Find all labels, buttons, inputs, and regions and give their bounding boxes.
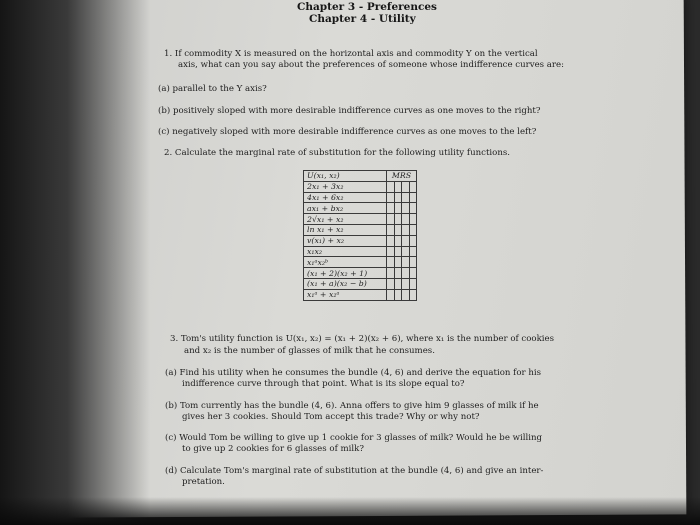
table-row [304, 289, 417, 300]
mrs-blank-cell [402, 181, 410, 192]
q3-part-d-line1: (d) Calculate Tom's marginal rate of substitution at the bundle (4, 6) and give an inter- [165, 466, 544, 476]
mrs-blank-cell [387, 181, 395, 192]
mrs-blank-cell [394, 235, 402, 246]
mrs-blank-cell [394, 246, 402, 257]
q3-part-a-line2: indifference curve through that point. What is its slope equal to? [182, 379, 465, 389]
q3-part-c-line1: (c) Would Tom be willing to give up 1 cookie for 3 glasses of milk? Would he be willing [165, 433, 543, 443]
mrs-blank-cell [387, 268, 395, 279]
utility-function-cell: 4x₁ + 6x₂ [304, 192, 387, 203]
mrs-blank-cell [409, 203, 417, 214]
mrs-blank-cell [409, 268, 417, 279]
utility-function-cell: ln x₁ + x₂ [304, 224, 387, 235]
table-row [304, 214, 417, 225]
mrs-table [303, 170, 417, 301]
table-row [304, 278, 417, 289]
title-chapter-4: Chapter 4 - Utility [309, 13, 416, 25]
q1-line1: 1. If commodity X is measured on the horizontal axis and commodity Y on the vertical [164, 49, 538, 59]
mrs-blank-cell [394, 192, 402, 203]
mrs-blank-cell [394, 203, 402, 214]
mrs-blank-cell [402, 289, 410, 300]
utility-function-cell: ax₁ + bx₂ [304, 203, 387, 214]
mrs-blank-cell [387, 235, 395, 246]
table-row [304, 268, 417, 279]
q3-part-a-line1: (a) Find his utility when he consumes the bundle (4, 6) and derive the equation for his [165, 368, 542, 378]
utility-function-cell: 2√x₁ + x₂ [304, 214, 387, 225]
utility-function-cell: x₁x₂ [304, 246, 387, 257]
mrs-blank-cell [387, 246, 395, 257]
mrs-blank-cell [394, 224, 402, 235]
mrs-blank-cell [402, 257, 410, 268]
mrs-blank-cell [402, 214, 410, 225]
table-row [304, 192, 417, 203]
utility-function-cell: v(x₁) + x₂ [304, 235, 387, 246]
table-header-mrs: MRS [387, 171, 417, 182]
utility-function-cell: x₁ᵃ + x₂ᵃ [304, 289, 387, 300]
mrs-blank-cell [409, 224, 417, 235]
mrs-blank-cell [409, 246, 417, 257]
mrs-blank-cell [402, 203, 410, 214]
title-chapter-3: Chapter 3 - Preferences [297, 1, 437, 13]
mrs-blank-cell [409, 214, 417, 225]
mrs-blank-cell [394, 257, 402, 268]
mrs-blank-cell [402, 268, 410, 279]
shadow-bottom [0, 497, 700, 525]
shadow-left [0, 0, 150, 525]
q2-line1: 2. Calculate the marginal rate of substitution for the following utility functions. [164, 148, 511, 158]
q3-part-d-line2: pretation. [182, 477, 225, 487]
q1-part-c: (c) negatively sloped with more desirable indifference curves as one moves to the left? [158, 127, 537, 137]
mrs-blank-cell [402, 246, 410, 257]
mrs-blank-cell [409, 235, 417, 246]
q1-part-b: (b) positively sloped with more desirable indifference curves as one moves to the right? [158, 106, 541, 116]
utility-function-cell: (x₁ + 2)(x₂ + 1) [304, 268, 387, 279]
q1-line2: axis, what can you say about the preferences of someone whose indifference curves are: [178, 60, 565, 70]
q3-part-b-line2: gives her 3 cookies. Should Tom accept this trade? Why or why not? [182, 412, 480, 422]
mrs-blank-cell [387, 192, 395, 203]
mrs-blank-cell [387, 278, 395, 289]
mrs-blank-cell [402, 224, 410, 235]
mrs-blank-cell [402, 192, 410, 203]
mrs-blank-cell [394, 214, 402, 225]
mrs-blank-cell [409, 289, 417, 300]
mrs-blank-cell [387, 214, 395, 225]
mrs-blank-cell [387, 203, 395, 214]
table-header-utility: U(x₁, x₂) [304, 171, 387, 182]
mrs-blank-cell [394, 278, 402, 289]
q3-line2: and x₂ is the number of glasses of milk that he consumes. [184, 346, 435, 356]
table-row [304, 246, 417, 257]
mrs-blank-cell [409, 278, 417, 289]
mrs-blank-cell [402, 235, 410, 246]
table-row [304, 235, 417, 246]
q1-part-a: (a) parallel to the Y axis? [158, 84, 267, 94]
mrs-blank-cell [387, 289, 395, 300]
mrs-blank-cell [394, 268, 402, 279]
mrs-blank-cell [387, 224, 395, 235]
table-row [304, 181, 417, 192]
table-header-row [304, 171, 417, 182]
table-row [304, 203, 417, 214]
mrs-blank-cell [394, 289, 402, 300]
q3-line1: 3. Tom's utility function is U(x₁, x₂) = (x₁ + 2)(x₂ + 6), where x₁ is the number of cookies [170, 334, 555, 344]
q3-part-b-line1: (b) Tom currently has the bundle (4, 6). Anna offers to give him 9 glasses of milk if he [165, 401, 539, 411]
table-row [304, 257, 417, 268]
mrs-blank-cell [409, 257, 417, 268]
utility-function-cell: 2x₁ + 3x₂ [304, 181, 387, 192]
utility-function-cell: (x₁ + a)(x₂ − b) [304, 278, 387, 289]
mrs-blank-cell [402, 278, 410, 289]
mrs-blank-cell [394, 181, 402, 192]
q3-part-c-line2: to give up 2 cookies for 6 glasses of milk? [182, 444, 364, 454]
mrs-blank-cell [387, 257, 395, 268]
table-row [304, 224, 417, 235]
utility-function-cell: x₁ᵃx₂ᵇ [304, 257, 387, 268]
mrs-blank-cell [409, 181, 417, 192]
mrs-blank-cell [409, 192, 417, 203]
